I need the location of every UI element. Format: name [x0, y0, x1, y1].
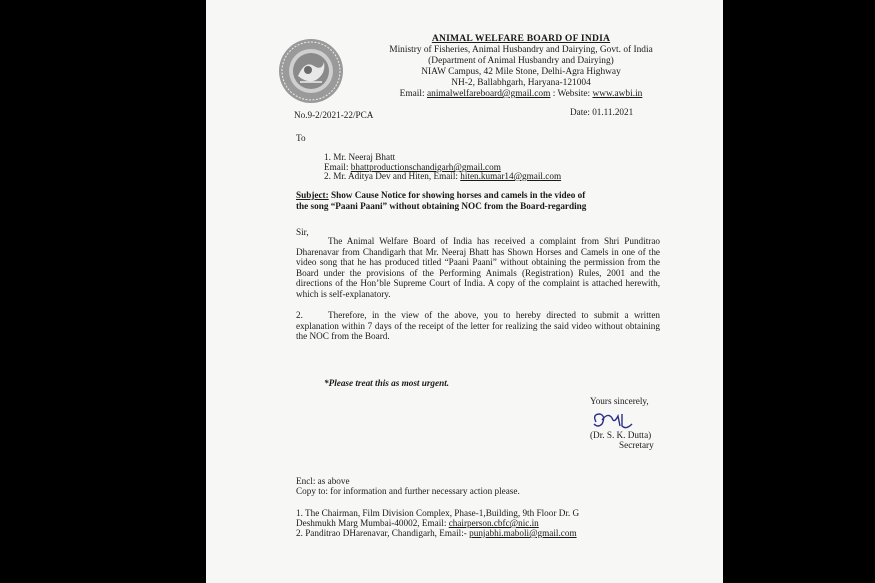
ministry-line: Ministry of Fisheries, Animal Husbandry and Dairying, Govt. of India — [389, 45, 653, 55]
recipient-2-email[interactable]: hiten.kumar14@gmail.com — [460, 171, 562, 181]
to-label: To — [296, 133, 306, 143]
paragraph-2-number: 2. — [296, 310, 303, 320]
salutation: Sir, — [296, 227, 309, 237]
signatory-title: Secretary — [619, 440, 654, 450]
paragraph-2: Therefore, in the view of the above, you to hereby directed to submit a written explanation within 7 days of the receipt of the letter for realizing the said video without obtaining the NOC from the Board. — [296, 310, 660, 342]
contact-line: Email: animalwelfareboard@gmail.com : Website: www.awbi.in — [399, 89, 643, 99]
paragraph-1: The Animal Welfare Board of India has received a complaint from Shri Punditrao Dharenavar from Chandigarh that Mr. Neeraj Bhatt has Shown Horses and Camels in one of the video song that he has produced titled “Paani Paani” without obtaining the permission from the Board under the provisions of the Performing Animals (Registration) Rules, 2001 and the directions of the Hon’ble Supreme Court of India. A copy of the complaint is attached herewith, which is self-explanatory. — [296, 236, 660, 299]
letter-date: Date: 01.11.2021 — [570, 107, 634, 117]
org-name: ANIMAL WELFARE BOARD OF INDIA — [431, 33, 611, 44]
signatory-name: (Dr. S. K. Dutta) — [590, 430, 652, 440]
website-link[interactable]: www.awbi.in — [592, 89, 643, 99]
email-link[interactable]: animalwelfareboard@gmail.com — [426, 89, 551, 99]
subject-line-1: Subject: Show Cause Notice for showing horses and camels in the video of — [296, 190, 586, 200]
copy-1-line-1: 1. The Chairman, Film Division Complex, Phase-1,Building, 9th Floor Dr. G — [296, 508, 580, 518]
reference-number: No.9-2/2021-22/PCA — [294, 110, 374, 120]
copy-1-email[interactable]: chairperson.cbfc@nic.in — [448, 518, 539, 528]
department-line: (Department of Animal Husbandry and Dairying) — [428, 56, 614, 66]
copy-2-line: 2. Panditrao DHarenavar, Chandigarh, Email:- punjabhi.maboli@gmail.com — [296, 528, 577, 538]
copy-2-email[interactable]: punjabhi.maboli@gmail.com — [469, 528, 577, 538]
enclosure: Encl: as above — [296, 476, 350, 486]
urgent-note: *Please treat this as most urgent. — [324, 378, 450, 388]
letterhead — [356, 33, 686, 100]
recipient-1-email-line: Email: bhattproductionschandigarh@gmail.com — [324, 162, 501, 172]
subject-label: Subject: — [296, 190, 329, 200]
recipient-2-line: 2. Mr. Aditya Dev and Hiten, Email: hiten.kumar14@gmail.com — [324, 171, 562, 181]
address-line-1: NIAW Campus, 42 Mile Stone, Delhi-Agra Highway — [421, 67, 621, 77]
subject-line-2: the song “Paani Paani” without obtaining NOC from the Board-regarding — [296, 201, 587, 211]
recipient-1-email[interactable]: bhattproductionschandigarh@gmail.com — [350, 162, 501, 172]
recipient-1-name: 1. Mr. Neeraj Bhatt — [324, 152, 396, 162]
address-line-2: NH-2, Ballabhgarh, Haryana-121004 — [451, 78, 591, 88]
awbi-seal-emblem-icon — [278, 38, 344, 104]
signature-icon — [588, 408, 638, 432]
copy-to: Copy to: for information and further necessary action please. — [296, 486, 520, 496]
closing: Yours sincerely, — [590, 396, 649, 406]
letter-page — [206, 0, 723, 583]
copy-1-line-2: Deshmukh Marg Mumbai-40002, Email: chairperson.cbfc@nic.in — [296, 518, 539, 528]
